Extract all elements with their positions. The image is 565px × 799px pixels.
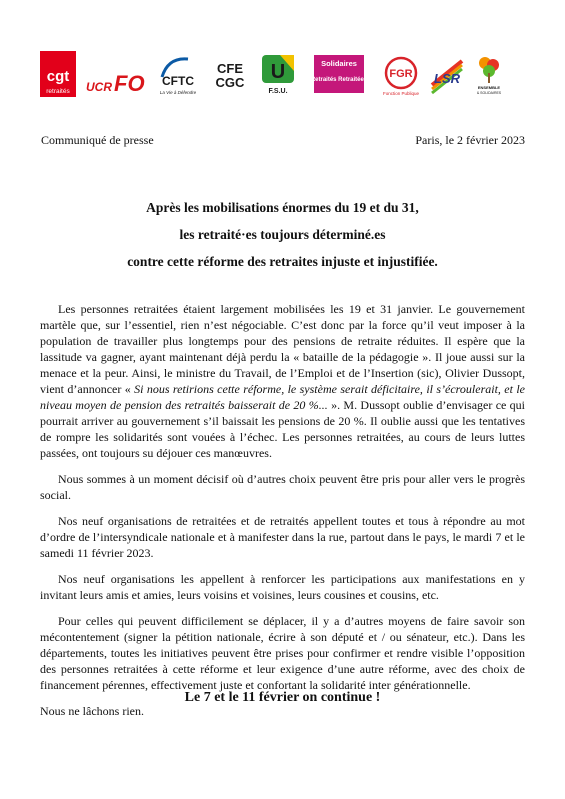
paragraph-3: Nos neuf organisations de retraitées et de retraités appellent toutes et tous à répondre au mot d’ordre de l’intersyndicale nationale et à manifester dans la rue, partout dans le pays, le mardi 7 et le samedi 11 février 2023. xyxy=(40,514,525,560)
title-line-3: contre cette réforme des retraites injuste et injustifiée. xyxy=(127,254,438,269)
closing-line: Le 7 et le 11 février on continue ! xyxy=(184,690,381,705)
svg-text:FGR: FGR xyxy=(389,68,413,80)
solidaires-retraites-logo xyxy=(310,50,368,98)
svg-text:UCR: UCR xyxy=(86,80,112,94)
svg-text:F.S.U.: F.S.U. xyxy=(268,88,288,95)
title-line-2: les retraité·es toujours déterminé.es xyxy=(179,227,386,242)
svg-text:& SOLIDAIRES: & SOLIDAIRES xyxy=(476,91,502,95)
date-line: Paris, le 2 février 2023 xyxy=(415,133,525,147)
paragraph-6: Nous ne lâchons rien. xyxy=(40,704,144,718)
cfe-cgc-logo xyxy=(210,50,250,98)
minister-quote: Si nous retirions cette réforme, le système serait déficitaire, il s’écroulerait, et le niveau moyen de pension des retraités baisserait de 20 %... xyxy=(40,382,526,412)
paragraph-5: Pour celles qui peuvent difficilement se déplacer, il y a d’autres moyens de faire savoir son mécontentement (signer la pétition nationale, écrire à son député et / ou sénateur, etc.). Dans les départements, toutes les initiatives peuvent être prises pour confirmer et rendre visible l’opposition des personnes retraitées à cette réforme et leur exigence d’une autre réforme, avec des choix de financement pérennes, effectivement juste et confortant la solidarité inter générationnelle. xyxy=(40,614,525,692)
svg-text:CFTC: CFTC xyxy=(162,74,194,88)
svg-text:Solidaires: Solidaires xyxy=(321,59,357,68)
body-text xyxy=(40,301,525,729)
title-line-1: Après les mobilisations énormes du 19 et du 31, xyxy=(146,200,419,215)
svg-text:retraités: retraités xyxy=(46,88,70,95)
paragraph-4: Nos neuf organisations les appellent à renforcer les participations aux manifestations en y invitant leurs amis et amies, leurs voisins et voisines, leurs cousines et cousins, etc. xyxy=(40,572,525,602)
press-release-label: Communiqué de presse xyxy=(41,133,154,147)
svg-text:cgt: cgt xyxy=(46,68,70,85)
cgt-retraites-logo xyxy=(40,50,76,98)
ensemble-solidaires-logo xyxy=(472,50,506,98)
svg-text:CFE: CFE xyxy=(217,61,243,76)
svg-text:La Vie à Défendre: La Vie à Défendre xyxy=(159,90,197,95)
fgr-fp-logo xyxy=(378,50,424,98)
paragraph-1 xyxy=(40,301,525,461)
svg-text:Fonction Publique: Fonction Publique xyxy=(382,91,420,96)
svg-text:ENSEMBLE: ENSEMBLE xyxy=(477,85,501,90)
svg-text:U: U xyxy=(270,61,286,83)
fsu-logo xyxy=(258,50,298,98)
ucr-fo-logo xyxy=(84,50,146,98)
cftc-logo xyxy=(154,50,202,98)
paragraph-2: Nous sommes à un moment décisif où d’autres choix peuvent être pris pour aller vers le progrès social. xyxy=(40,472,525,502)
paragraph-1-end: ». M. Dussopt oublie d’envisager ce qui pourrait arriver au gouvernement s’il baissait les pensions de 20 %. Il oublie aussi que les tentatives de rompre les solidarités sont vouées à l’échec. Les personnes retraitées, au cours de leurs luttes passées, ont toujours su déjouer ces manœuvres. xyxy=(40,398,525,460)
paragraph-1-start: Les personnes retraitées étaient largement mobilisées les 19 et 31 janvier. Le gouvernement martèle que, sur l’essentiel, rien n’est négociable. C’est donc par la force qu’il veut imposer à la population de travailler plus longtemps pour des pensions de retraite réduites. Il espère que la lassitude va gagner, ayant maintenant déjà perdu la « bataille de la pédagogie ». Il joue aussi sur la menace et la peur. Ainsi, le ministre du Travail, de l’Emploi et de l’Insertion (sic), Olivier Dussopt, vient d’annoncer « xyxy=(40,302,525,396)
svg-text:Retraités Retraitées: Retraités Retraitées xyxy=(310,77,368,83)
svg-text:FO: FO xyxy=(114,71,145,96)
logo-strip xyxy=(40,50,530,102)
svg-text:LSR: LSR xyxy=(434,71,460,86)
svg-text:CGC: CGC xyxy=(215,75,245,90)
lsr-logo xyxy=(428,50,466,98)
